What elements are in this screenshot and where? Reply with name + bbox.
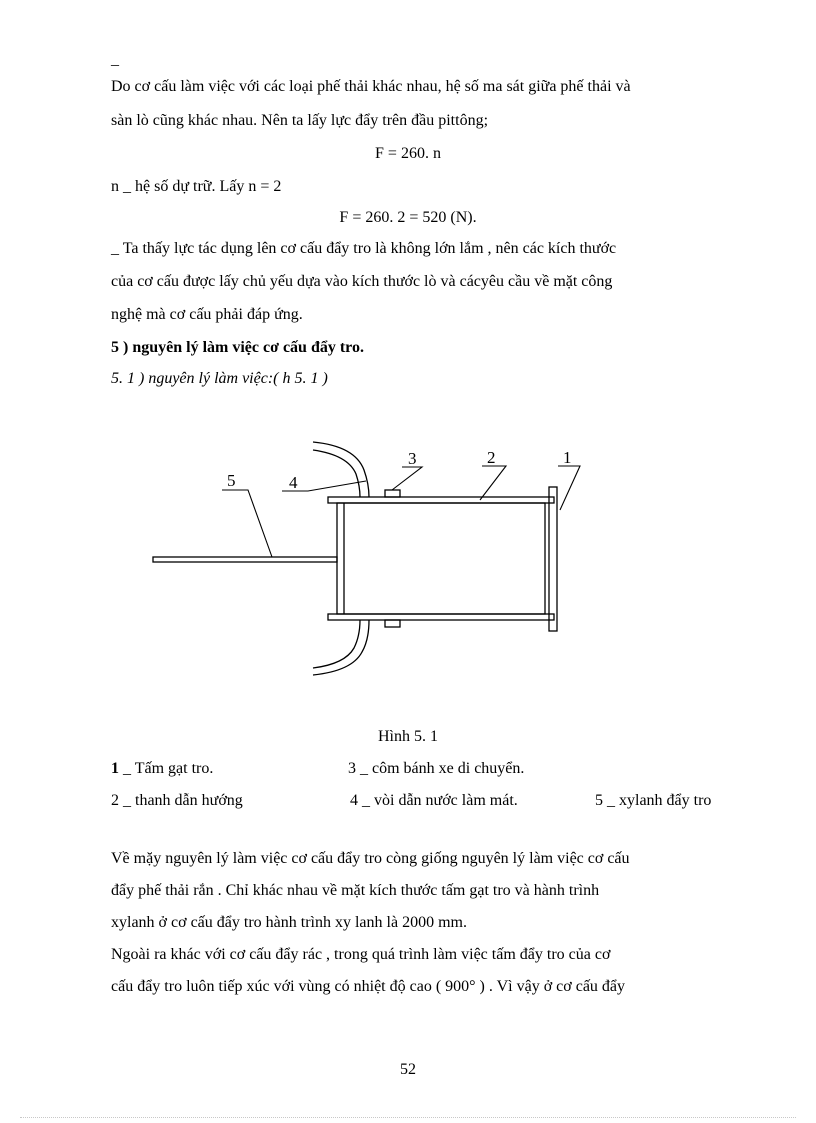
top-mark: _ — [111, 51, 119, 68]
legend-item-4: 4 _ vòi dẫn nước làm mát. — [350, 792, 518, 809]
para3-line1: Về mặy nguyên lý làm việc cơ cấu đẩy tro còng giống nguyên lý làm việc cơ cấu — [111, 850, 630, 867]
leader-2 — [480, 466, 506, 500]
para4-line2: cấu đẩy tro luôn tiếp xúc với vùng có nhiệt độ cao ( 900° ) . Vì vậy ở cơ cấu đẩy — [111, 978, 626, 995]
cylinder-body — [337, 503, 545, 614]
para1-line1: Do cơ cấu làm việc với các loại phế thải khác nhau, hệ số ma sát giữa phế thải và — [111, 78, 631, 95]
formula-1: F = 260. n — [375, 145, 441, 162]
leader-5 — [222, 490, 272, 557]
label-1: 1 — [563, 448, 572, 467]
legend-item-1 — [111, 759, 213, 779]
piston-rod — [153, 557, 337, 562]
cooling-pipe-bottom-inner — [313, 620, 360, 668]
para3-line3: xylanh ở cơ cấu đẩy tro hành trình xy lanh là 2000 mm. — [111, 914, 467, 931]
guide-rail-top — [328, 497, 554, 503]
wheel-top — [385, 490, 400, 497]
para2-line2: của cơ cấu được lấy chủ yếu dựa vào kích thước lò và cácyêu cầu về mặt công — [111, 273, 613, 290]
para3-line2: đẩy phế thải rắn . Chỉ khác nhau về mặt kích thước tấm gạt tro và hành trình — [111, 882, 600, 899]
label-5: 5 — [227, 471, 236, 490]
legend-item-3: 3 _ côm bánh xe di chuyển. — [348, 760, 525, 777]
leader-3 — [392, 467, 422, 490]
legend-item-2: 2 _ thanh dẫn hướng — [111, 792, 243, 809]
wheel-bottom — [385, 620, 400, 627]
para2-line3: nghệ mà cơ cấu phải đáp ứng. — [111, 306, 303, 323]
n-definition: n _ hệ số dự trữ. Lấy n = 2 — [111, 178, 282, 195]
bottom-dotted-rule — [20, 1117, 796, 1118]
legend-item-5: 5 _ xylanh đẩy tro — [595, 792, 712, 809]
para2-line1: _ Ta thấy lực tác dụng lên cơ cấu đẩy tro là không lớn lắm , nên các kích thước — [111, 240, 617, 257]
para4-line1: Ngoài ra khác với cơ cấu đẩy rác , trong quá trình làm việc tấm đẩy tro của cơ — [111, 946, 611, 963]
legend-item-1-number: 1 — [111, 760, 119, 777]
label-4: 4 — [289, 473, 298, 492]
subsection-heading: 5. 1 ) nguyên lý làm việc:( h 5. 1 ) — [111, 370, 328, 387]
leader-1 — [558, 466, 580, 510]
cooling-pipe-top-inner — [313, 450, 360, 497]
page-number: 52 — [400, 1061, 416, 1078]
label-3: 3 — [408, 449, 417, 468]
figure-caption: Hình 5. 1 — [378, 728, 438, 745]
label-2: 2 — [487, 448, 496, 467]
section-heading: 5 ) nguyên lý làm việc cơ cấu đẩy tro. — [111, 339, 364, 356]
scraper-plate — [549, 487, 557, 631]
legend-item-1-text: _ Tấm gạt tro. — [119, 760, 214, 777]
formula-2: F = 260. 2 = 520 (N). — [339, 209, 477, 226]
para1-line2: sàn lò cũng khác nhau. Nên ta lấy lực đẩy trên đầu pittông; — [111, 112, 489, 129]
guide-rail-bottom — [328, 614, 554, 620]
figure-ash-pusher-diagram — [0, 430, 816, 700]
